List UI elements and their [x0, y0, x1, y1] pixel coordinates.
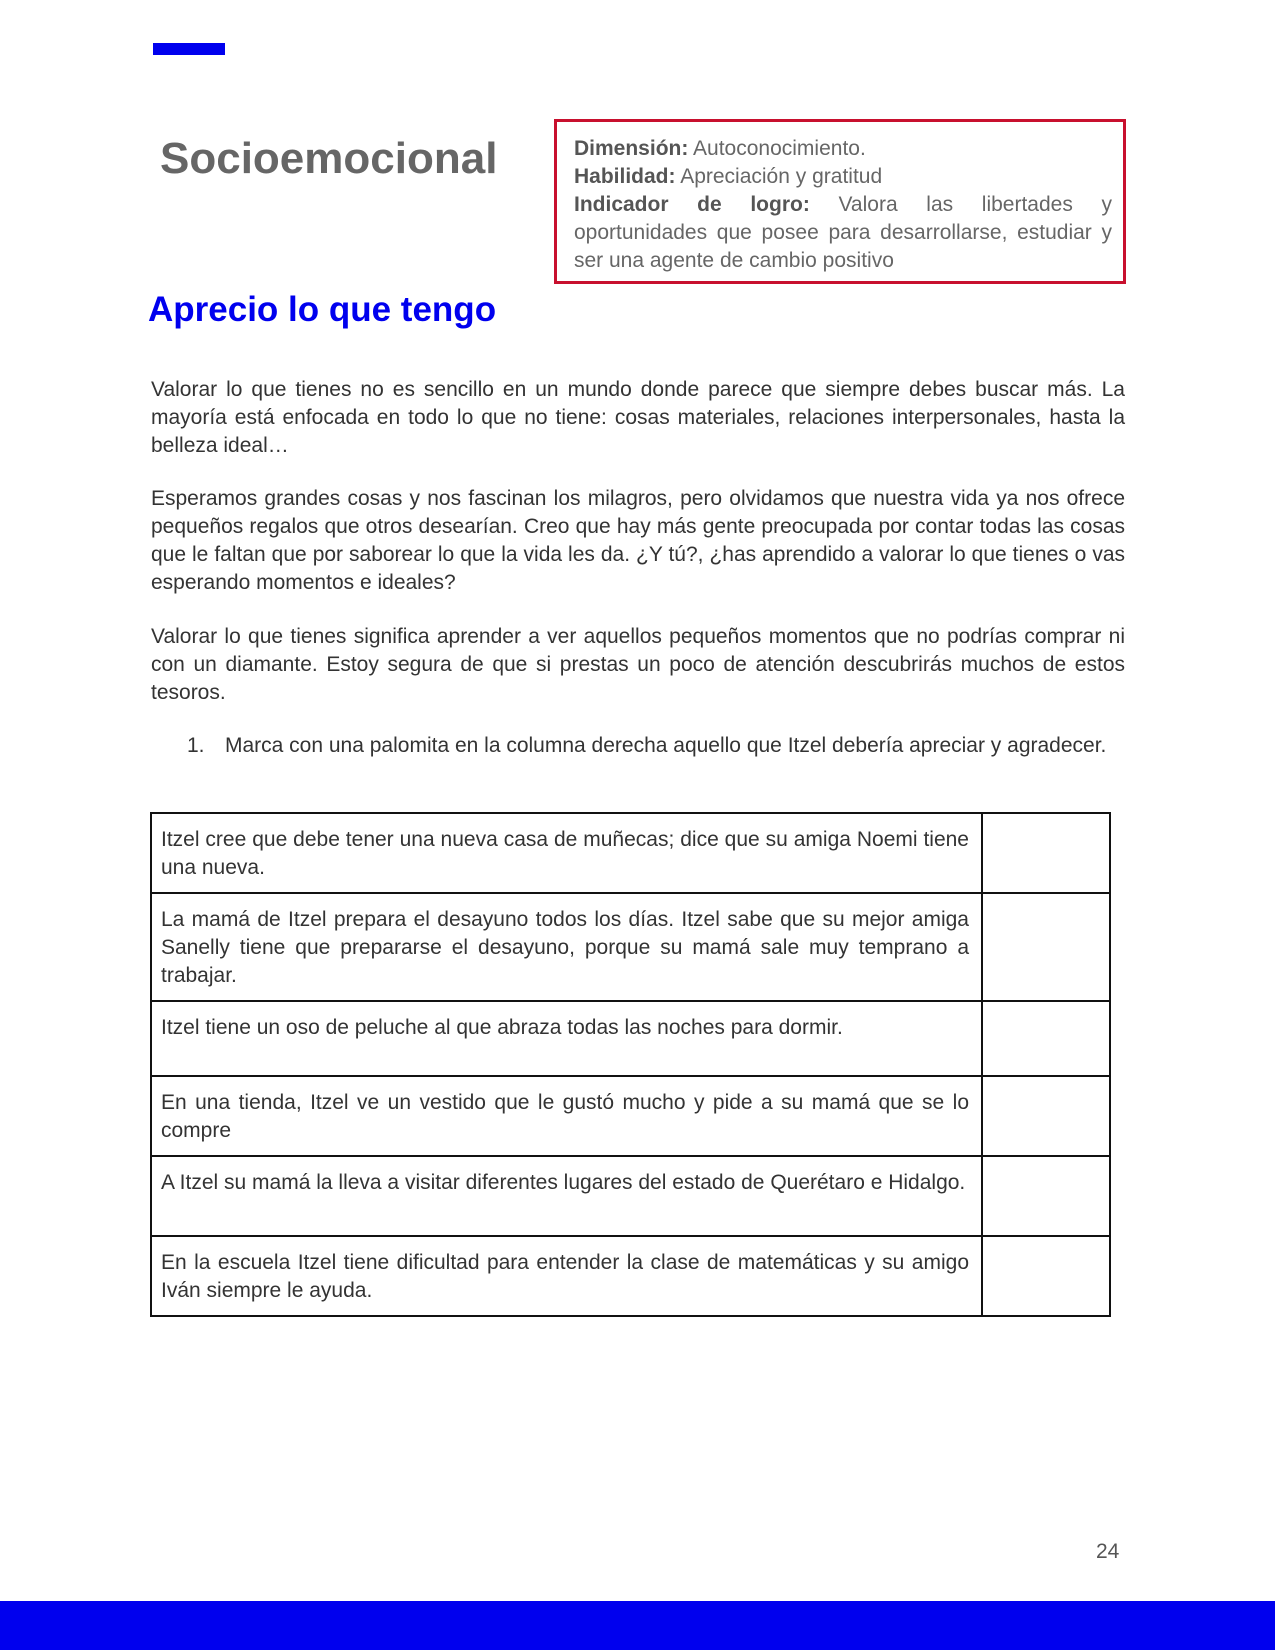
table-row	[151, 1236, 1110, 1316]
lesson-info-box	[554, 119, 1126, 284]
paragraph: Valorar lo que tienes significa aprender a ver aquellos pequeños momentos que no podrías comprar ni con un diamante. Estoy segura de que si prestas un poco de atención descubrirás muchos de estos tesoros.	[151, 625, 1125, 704]
instruction-text: Marca con una palomita en la columna derecha aquello que Itzel debería apreciar y agradecer.	[225, 734, 1107, 757]
indicator-row	[574, 191, 1112, 275]
table-row	[151, 813, 1110, 893]
skill-value: Apreciación y gratitud	[675, 165, 883, 188]
statement-cell: Itzel cree que debe tener una nueva casa de muñecas; dice que su amiga Noemi tiene una nueva.	[151, 813, 982, 893]
dimension-label: Dimensión:	[574, 137, 689, 160]
statement-cell: A Itzel su mamá la lleva a visitar diferentes lugares del estado de Querétaro e Hidalgo.	[151, 1156, 982, 1236]
paragraph: Esperamos grandes cosas y nos fascinan los milagros, pero olvidamos que nuestra vida ya nos ofrece pequeños regalos que otros desearían. Creo que hay más gente preocupada por contar todas las cosas que le faltan que por saborear lo que la vida les da. ¿Y tú?, ¿has aprendido a valorar lo que tienes o vas esperando momentos e ideales?	[151, 487, 1125, 594]
statement-cell: En la escuela Itzel tiene dificultad para entender la clase de matemáticas y su amigo Iván siempre le ayuda.	[151, 1236, 982, 1316]
dimension-value: Autoconocimiento.	[688, 137, 866, 160]
bottom-accent-bar	[0, 1601, 1275, 1650]
skill-label: Habilidad:	[574, 165, 676, 188]
list-number: 1.	[187, 734, 205, 757]
dimension-row	[574, 135, 1112, 163]
checkmark-cell[interactable]	[982, 813, 1110, 893]
checkmark-cell[interactable]	[982, 1236, 1110, 1316]
checkmark-cell[interactable]	[982, 893, 1110, 1001]
activity-instruction	[151, 732, 1125, 760]
table-row	[151, 893, 1110, 1001]
top-accent-bar	[153, 43, 225, 55]
table-row	[151, 1001, 1110, 1076]
checkmark-cell[interactable]	[982, 1156, 1110, 1236]
indicator-label: Indicador de logro:	[574, 193, 810, 216]
subject-heading: Socioemocional	[160, 134, 498, 183]
page-number: 24	[1096, 1540, 1120, 1563]
table-row	[151, 1076, 1110, 1156]
statement-cell: Itzel tiene un oso de peluche al que abraza todas las noches para dormir.	[151, 1001, 982, 1076]
checkmark-cell[interactable]	[982, 1076, 1110, 1156]
statement-cell: En una tienda, Itzel ve un vestido que le gustó mucho y pide a su mamá que se lo compre	[151, 1076, 982, 1156]
table-row	[151, 1156, 1110, 1236]
statement-cell: La mamá de Itzel prepara el desayuno todos los días. Itzel sabe que su mejor amiga Sanelly tiene que prepararse el desayuno, porque su mamá sale muy temprano a trabajar.	[151, 893, 982, 1001]
checklist-table	[150, 812, 1111, 1317]
paragraph: Valorar lo que tienes no es sencillo en un mundo donde parece que siempre debes buscar más. La mayoría está enfocada en todo lo que no tiene: cosas materiales, relaciones interpersonales, hasta la belleza ideal…	[151, 378, 1125, 457]
skill-row	[574, 163, 1112, 191]
checkmark-cell[interactable]	[982, 1001, 1110, 1076]
indicator-value: Valora las libertades y oportunidades que posee para desarrollarse, estudiar y ser una agente de cambio positivo	[574, 193, 1113, 272]
lesson-title: Aprecio lo que tengo	[148, 290, 497, 329]
